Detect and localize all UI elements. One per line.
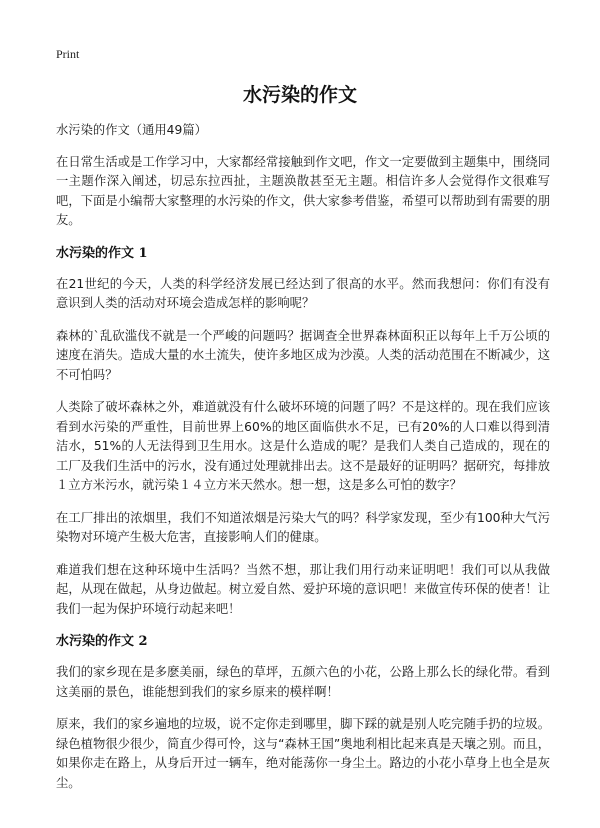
paragraph: 森林的`乱砍滥伐不就是一个严峻的问题吗？据调查全世界森林面积正以每年上千万公顷的速度在消失。造成大量的水土流失，使许多地区成为沙漠。人类的活动范围在不断减少，这不可怕吗？ — [56, 328, 550, 382]
article-body — [56, 121, 550, 806]
paragraph: 在21世纪的今天，人类的科学经济发展已经达到了很高的水平。然而我想问：你们有没有意识到人类的活动对环境会造成怎样的影响呢？ — [56, 276, 550, 310]
print-link[interactable]: Print — [56, 47, 80, 61]
paragraph: 难道我们想在这种环境中生活吗？当然不想，那让我们用行动来证明吧！我们可以从我做起，从现在做起，从身边做起。树立爱自然、爱护环境的意识吧！来做宣传环保的使者！让我们一起为保护环境行动起来吧！ — [56, 562, 550, 616]
section-heading: 水污染的作文 1 — [56, 245, 148, 261]
page-title: 水污染的作文 — [242, 84, 357, 106]
section-heading: 水污染的作文 2 — [56, 634, 148, 649]
article-subtitle: 水污染的作文（通用49篇） — [56, 123, 207, 137]
paragraph: 我们的家乡现在是多麽美丽，绿色的草坪，五颜六色的小花，公路上那么长的绿化带。看到这美丽的景色，谁能想到我们的家乡原来的模样啊！ — [56, 665, 550, 699]
paragraph: 在工厂排出的浓烟里，我们不知道浓烟是污染大气的吗？科学家发现，至少有100种大气污染物对环境产生极大危害，直接影响人们的健康。 — [56, 510, 550, 544]
paragraph: 人类除了破坏森林之外，难道就没有什么破坏环境的问题了吗？不是这样的。现在我们应该看到水污染的严重性，目前世界上60%的地区面临供水不足，已有20%的人口难以得到清洁水，51%的人无法得到卫生用水。这是什么造成的呢？是我们人类自己造成的，现在的工厂及我们生活中的污水，没有通过处理就排出去。这不是最好的证明吗？据研究，每排放１立方米污水，就污染１４立方米天然水。想一想，这是多么可怕的数字？ — [56, 400, 550, 492]
intro-paragraph: 在日常生活或是工作学习中，大家都经常接触到作文吧，作文一定要做到主题集中，围绕同一主题作深入阐述，切忌东拉西扯，主题涣散甚至无主题。相信许多人会觉得作文很难写吧，下面是小编帮大家整理的水污染的作文，供大家参考借鉴，希望可以帮助到有需要的朋友。 — [56, 154, 550, 227]
paragraph: 原来，我们的家乡遍地的垃圾，说不定你走到哪里，脚下踩的就是别人吃完随手扔的垃圾。绿色植物很少很少，简直少得可怜，这与“森林王国”奥地利相比起来真是天壤之别。而且，如果你走在路上，从身后开过一辆车，绝对能荡你一身尘土。路边的小花小草身上也全是灰尘。 — [56, 717, 550, 790]
